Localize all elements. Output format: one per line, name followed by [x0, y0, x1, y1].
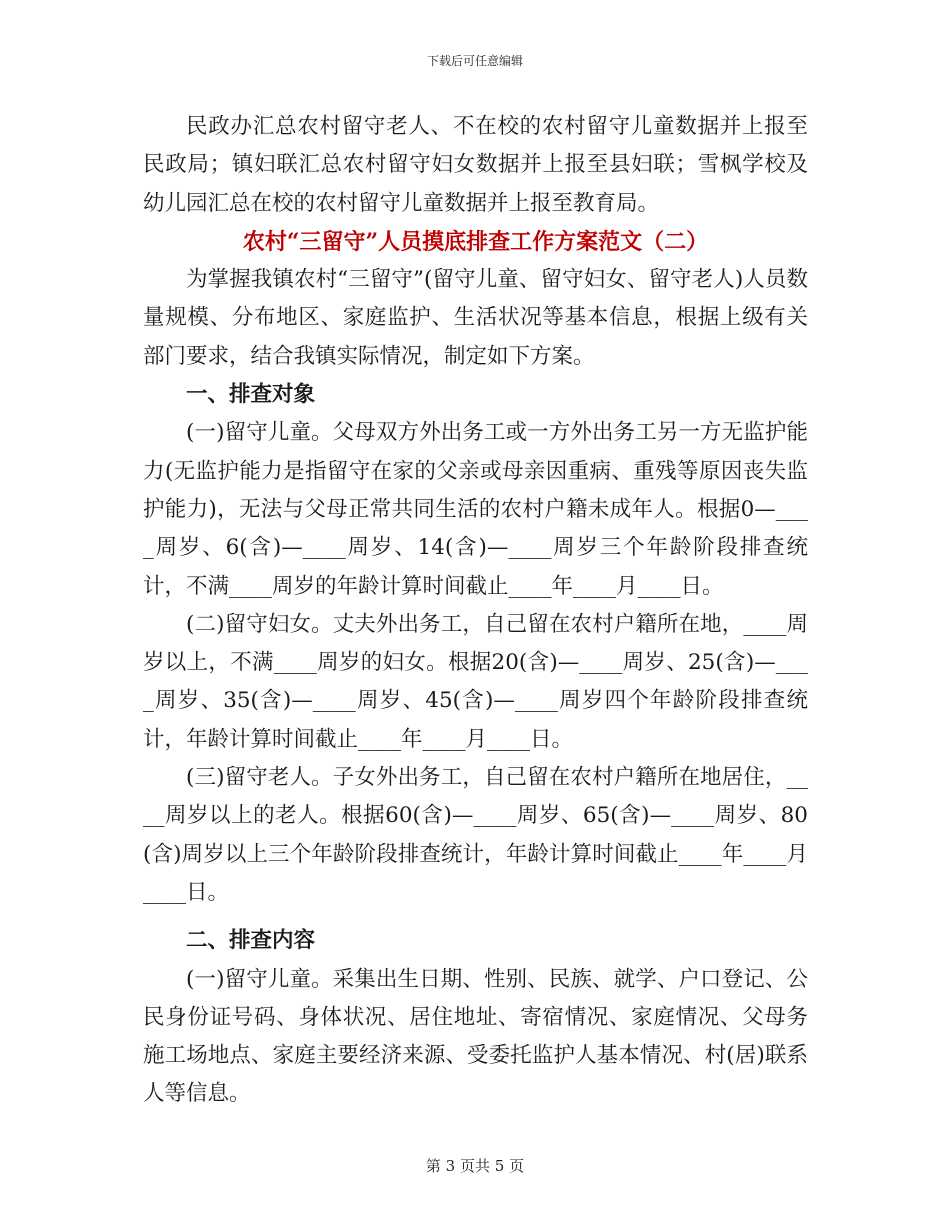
paragraph-children-content: (一)留守儿童。采集出生日期、性别、民族、就学、户口登记、公民身份证号码、身体状况、居住地址、寄宿情况、家庭情况、父母务施工场地点、家庭主要经济来源、受委托监护人基本情况、村(居)联系人等信息。	[143, 966, 808, 1107]
paragraph-intro: 为掌握我镇农村“三留守”(留守儿童、留守妇女、留守老人)人员数量规模、分布地区、家庭监护、生活状况等基本信息，根据上级有关部门要求，结合我镇实际情况，制定如下方案。	[143, 267, 808, 369]
document-title: 农村“三留守”人员摸底排查工作方案范文（二）	[242, 228, 709, 255]
paragraph-left-behind-children: (一)留守儿童。父母双方外出务工或一方外出务工另一方无监护能力(无监护能力是指留守在家的父亲或母亲因重病、重残等原因丧失监护能力)，无法与父母正常共同生活的农村户籍未成年人。根据0—____周岁、6(含)—____周岁、14(含)—____周岁三个年龄阶段排查统计，不满____周岁的年龄计算时间截止____年____月____日。	[143, 420, 808, 599]
paragraph-left-behind-women: (二)留守妇女。丈夫外出务工，自己留在农村户籍所在地，____周岁以上，不满____周岁的妇女。根据20(含)—____周岁、25(含)—____周岁、35(含)—____周岁、45(含)—____周岁四个年龄阶段排查统计，年龄计算时间截止____年____月____日。	[143, 611, 808, 752]
paragraph-summary: 民政办汇总农村留守老人、不在校的农村留守儿童数据并上报至民政局；镇妇联汇总农村留守妇女数据并上报至县妇联；雪枫学校及幼儿园汇总在校的农村留守儿童数据并上报至教育局。	[143, 114, 808, 216]
document-body	[143, 108, 808, 1114]
section-heading-targets: 一、排查对象	[186, 382, 316, 408]
paragraph-left-behind-elderly: (三)留守老人。子女外出务工，自己留在农村户籍所在地居住，____周岁以上的老人。根据60(含)—____周岁、65(含)—____周岁、80(含)周岁以上三个年龄阶段排查统计，年龄计算时间截止____年____月____日。	[143, 765, 808, 905]
page-header: 下载后可任意编辑	[426, 54, 523, 68]
page-footer: 第 3 页共 5 页	[425, 1157, 525, 1175]
section-heading-content: 二、排查内容	[186, 928, 316, 954]
